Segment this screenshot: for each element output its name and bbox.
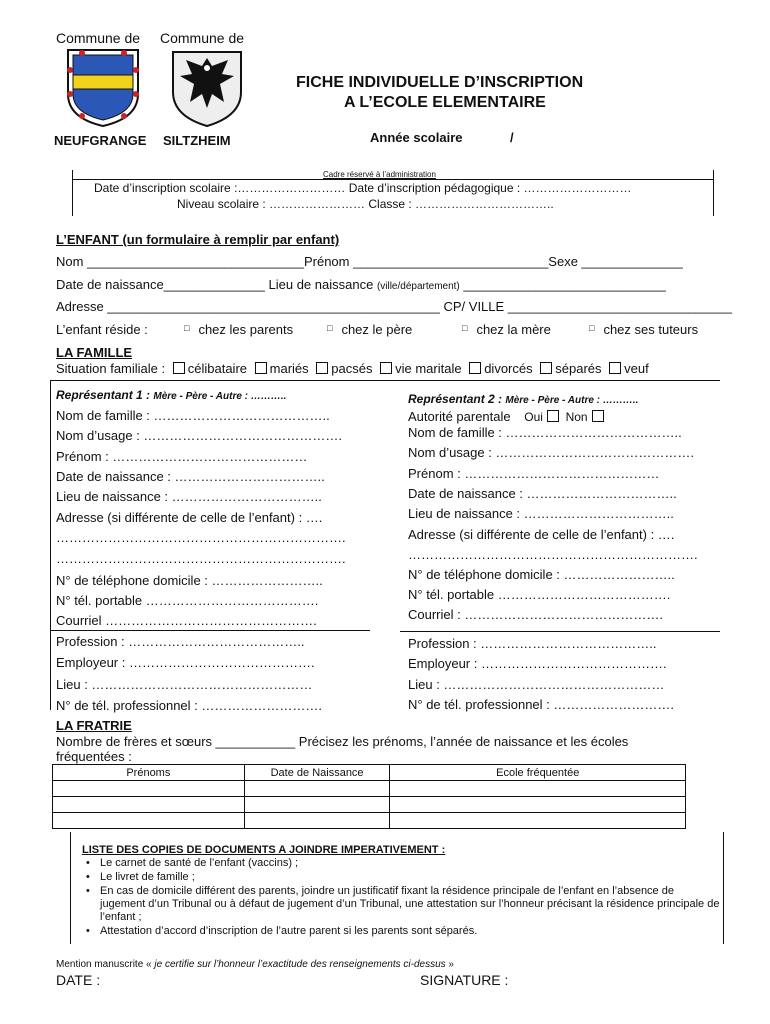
date-label: DATE : <box>56 972 101 988</box>
rep2-field-adresse-line2[interactable]: …………………………………………………………. <box>408 547 698 562</box>
enfant-row-nom: Nom ______________________________Prénom ___________________________Sexe ______________ <box>56 254 683 269</box>
table-cell[interactable] <box>53 813 245 829</box>
table-cell[interactable] <box>390 797 686 813</box>
rep2-field-adresse[interactable]: Adresse (si différente de celle de l’enfant) : …. <box>408 527 675 542</box>
fratrie-instructions-line2: fréquentées : <box>56 749 132 764</box>
fratrie-table <box>52 764 686 829</box>
table-cell[interactable] <box>244 797 390 813</box>
reside-option-mere[interactable]: □ chez la mère <box>462 322 551 337</box>
fratrie-table-header <box>53 765 686 781</box>
rep1-field-prenom[interactable]: Prénom : ……………………………………… <box>56 449 308 464</box>
rep2-title: Représentant 2 : Mère - Père - Autre : ……….. <box>408 392 639 406</box>
admin-box-top <box>72 179 714 180</box>
checkbox-celibataire[interactable] <box>173 362 185 374</box>
rep2-autorite-row <box>408 409 607 424</box>
table-cell[interactable] <box>244 781 390 797</box>
rep1-top-border <box>50 380 400 381</box>
rep2-field-profession[interactable]: Profession : ………………………………….. <box>408 636 657 651</box>
page-title-line2: A L’ECOLE ELEMENTAIRE <box>344 94 546 111</box>
enfant-naissance-label: Date de naissance______________ Lieu de naissance <box>56 277 377 292</box>
rep1-field-tel-domicile[interactable]: N° de téléphone domicile : …………………….. <box>56 573 323 588</box>
fratrie-heading: LA FRATRIE <box>56 718 132 733</box>
rep1-field-tel-portable[interactable]: N° tél. portable …………………………………. <box>56 593 319 608</box>
list-item: • Attestation d’accord d’inscription de l’autre parent si les parents sont séparés. <box>80 925 720 938</box>
rep1-field-lieu-naissance[interactable]: Lieu de naissance : …………………………….. <box>56 489 322 504</box>
autorite-non-label: Non <box>565 410 588 424</box>
logo-siltzheim-top: Commune de <box>160 30 245 46</box>
rep1-field-lieu[interactable]: Lieu : …………………………………………… <box>56 677 313 692</box>
table-cell[interactable] <box>390 813 686 829</box>
rep2-field-courriel[interactable]: Courriel : ………………………………………. <box>408 607 663 622</box>
admin-caption: Cadre réservé à l’administration <box>323 170 436 179</box>
admin-line-inscription: Date d’inscription scolaire :……………………… Date d’inscription pédagogique : ……………………… <box>94 181 632 195</box>
list-item: • Le livret de famille ; <box>80 871 720 884</box>
signature-label: SIGNATURE : <box>420 972 509 988</box>
enfant-naissance-hint: (ville/département) <box>376 281 460 292</box>
checkbox-vie-maritale[interactable] <box>380 362 392 374</box>
rep1-field-date-naissance[interactable]: Date de naissance : …………………………….. <box>56 469 325 484</box>
col-header-ecole: Ecole fréquentée <box>390 765 686 781</box>
admin-line-niveau: Niveau scolaire : …………………… Classe : …………………………….. <box>177 197 554 211</box>
list-item: • Le carnet de santé de l’enfant (vaccins) ; <box>80 857 720 870</box>
enfant-row-naissance <box>56 277 666 292</box>
enfant-row-adresse: Adresse ______________________________________________ CP/ VILLE _______________________________ <box>56 299 732 314</box>
checkbox-autorite-non[interactable] <box>592 410 604 422</box>
rep2-field-nom-usage[interactable]: Nom d’usage : ………………………………………. <box>408 445 695 460</box>
rep2-field-tel-portable[interactable]: N° tél. portable …………………………………. <box>408 587 671 602</box>
rep1-left-border <box>50 380 51 710</box>
reside-option-parents[interactable]: □ chez les parents <box>184 322 294 337</box>
rep1-field-courriel[interactable]: Courriel …………………………………………. <box>56 613 317 628</box>
rep1-title: Représentant 1 : Mère - Père - Autre : ……….. <box>56 388 287 402</box>
rep2-field-prenom[interactable]: Prénom : ……………………………………… <box>408 466 660 481</box>
table-cell[interactable] <box>390 781 686 797</box>
rep1-divider <box>50 630 370 631</box>
enfant-reside-label: L’enfant réside : <box>56 322 148 337</box>
reside-option-tuteurs[interactable]: □ chez ses tuteurs <box>589 322 699 337</box>
autorite-label: Autorité parentale <box>408 409 511 424</box>
fratrie-instructions: Nombre de frères et sœurs ___________ Précisez les prénoms, l’année de naissance et les écoles <box>56 734 629 749</box>
rep2-field-tel-domicile[interactable]: N° de téléphone domicile : …………………….. <box>408 567 675 582</box>
col-header-prenoms: Prénoms <box>53 765 245 781</box>
rep1-field-adresse-line2[interactable]: …………………………………………………………. <box>56 530 346 545</box>
logo-neufgrange-name: NEUFGRANGE <box>54 133 147 148</box>
school-year-separator: / <box>510 130 514 145</box>
checkbox-separes[interactable] <box>540 362 552 374</box>
rep1-field-nom-famille[interactable]: Nom de famille : ………………………………….. <box>56 408 330 423</box>
admin-box-left <box>72 170 73 216</box>
mention-manuscrite: Mention manuscrite « je certifie sur l’honneur l’exactitude des renseignements ci-dessus » <box>56 959 454 970</box>
famille-heading: LA FAMILLE <box>56 345 133 360</box>
school-year-label: Année scolaire <box>370 130 463 145</box>
checkbox-pacses[interactable] <box>316 362 328 374</box>
situation-label: Situation familiale : <box>56 361 166 376</box>
reside-option-pere[interactable]: □ chez le père <box>327 322 413 337</box>
documents-heading: LISTE DES COPIES DE DOCUMENTS A JOINDRE IMPERATIVEMENT : <box>82 844 446 856</box>
rep1-field-profession[interactable]: Profession : ………………………………….. <box>56 634 305 649</box>
rep2-field-nom-famille[interactable]: Nom de famille : ………………………………….. <box>408 425 682 440</box>
rep1-field-adresse[interactable]: Adresse (si différente de celle de l’enfant) : …. <box>56 510 323 525</box>
rep1-field-tel-pro[interactable]: N° de tél. professionnel : ………………………. <box>56 698 322 713</box>
rep2-divider <box>400 631 720 632</box>
rep1-field-nom-usage[interactable]: Nom d’usage : ………………………………………. <box>56 428 343 443</box>
autorite-oui-label: Oui <box>524 410 543 424</box>
table-cell[interactable] <box>53 781 245 797</box>
rep2-field-lieu-naissance[interactable]: Lieu de naissance : …………………………….. <box>408 506 674 521</box>
checkbox-autorite-oui[interactable] <box>547 410 559 422</box>
rep2-field-lieu[interactable]: Lieu : …………………………………………… <box>408 677 665 692</box>
rep1-field-employeur[interactable]: Employeur : ……………………………………. <box>56 655 315 670</box>
logo-neufgrange-top: Commune de <box>56 30 141 46</box>
enfant-heading: L’ENFANT (un formulaire à remplir par enfant) <box>56 232 340 247</box>
neufgrange-coat-of-arms <box>62 48 144 128</box>
rep2-field-tel-pro[interactable]: N° de tél. professionnel : ………………………. <box>408 697 674 712</box>
checkbox-veuf[interactable] <box>609 362 621 374</box>
table-row <box>53 797 686 813</box>
rep2-field-employeur[interactable]: Employeur : ……………………………………. <box>408 656 667 671</box>
table-row <box>53 781 686 797</box>
rep2-field-date-naissance[interactable]: Date de naissance : …………………………….. <box>408 486 677 501</box>
siltzheim-coat-of-arms <box>168 48 246 128</box>
admin-box-right <box>713 170 714 216</box>
rep1-field-adresse-line3[interactable]: …………………………………………………………. <box>56 551 346 566</box>
table-row <box>53 813 686 829</box>
famille-situation-row: Situation familiale : célibataire mariés pacsés vie maritale divorcés séparés veuf <box>56 361 649 376</box>
table-cell[interactable] <box>53 797 245 813</box>
col-header-date-naissance: Date de Naissance <box>244 765 390 781</box>
checkbox-divorces[interactable] <box>469 362 481 374</box>
page-title-line1: FICHE INDIVIDUELLE D’INSCRIPTION <box>296 74 584 91</box>
checkbox-maries[interactable] <box>255 362 267 374</box>
list-item: • En cas de domicile différent des parents, joindre un justificatif fixant la résidence principale de l’enfant en l’absence de jugement d’un Tribunal ou à défaut de jugement d’un Tribunal, une attestation sur l’honneur précisant la résidence principale de l’enfant ; <box>80 885 720 924</box>
table-cell[interactable] <box>244 813 390 829</box>
rep2-top-border <box>400 380 720 381</box>
logo-siltzheim-name: SILTZHEIM <box>163 133 231 148</box>
documents-list <box>80 857 720 939</box>
enfant-naissance-blank: ____________________________ <box>459 277 666 292</box>
